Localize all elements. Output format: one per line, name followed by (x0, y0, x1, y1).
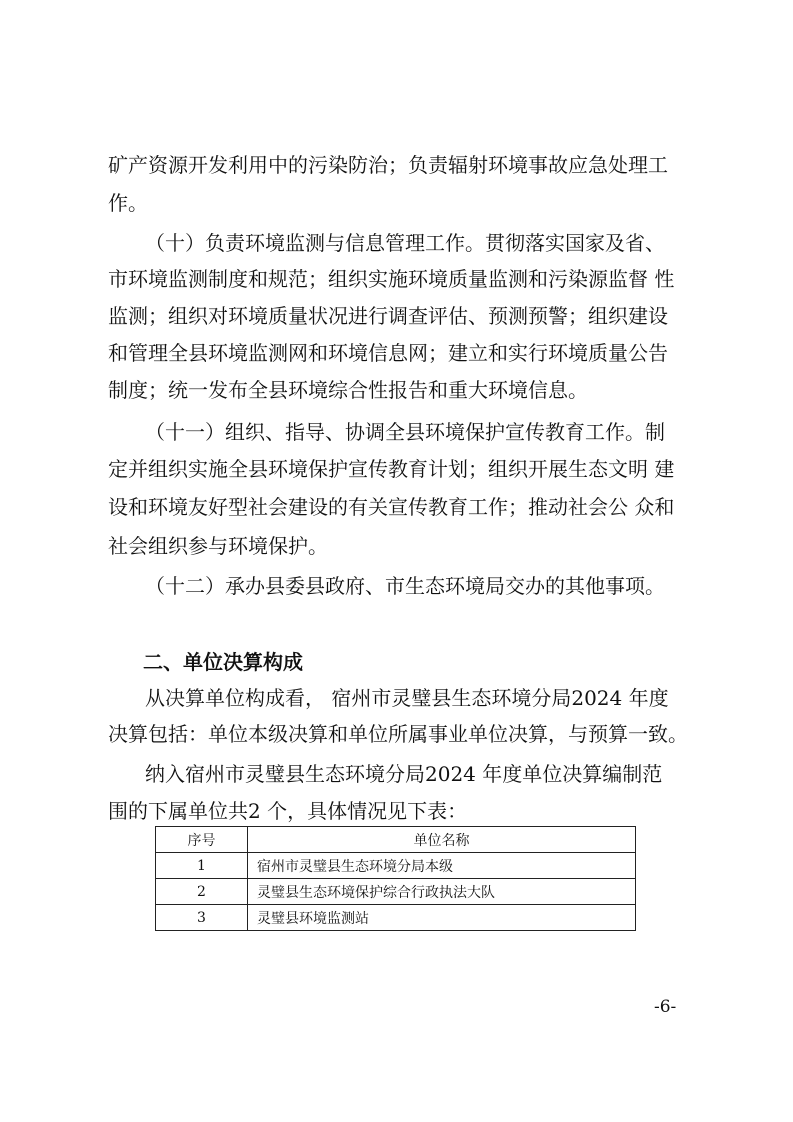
text-line: 围的下属单位共2 个，具体情况见下表： (108, 799, 468, 823)
row-unit-name: 灵璧县生态环境保护综合行政执法大队 (248, 879, 636, 905)
section-heading: 二、单位决算构成 (143, 650, 303, 674)
text-line: 从决算单位构成看， 宿州市灵璧县生态环境分局2024 年度 (145, 686, 669, 710)
table-row (156, 853, 636, 879)
text-line: 市环境监测制度和规范；组织实施环境质量监测和污染源监督 性 (108, 267, 675, 291)
text-line: 决算包括：单位本级决算和单位所属事业单位决算，与预算一致。 (108, 722, 688, 746)
row-index: 1 (156, 853, 248, 879)
row-index: 2 (156, 879, 248, 905)
text-line: 设和环境友好型社会建设的有关宣传教育工作；推动社会公 众和 (108, 495, 675, 519)
text-line: （十二）承办县委县政府、市生态环境局交办的其他事项。 (145, 574, 665, 598)
page-number: -6- (654, 997, 677, 1017)
table-row (156, 879, 636, 905)
text-line: （十）负责环境监测与信息管理工作。贯彻落实国家及省、 (145, 231, 665, 255)
text-line: 监测；组织对环境质量状况进行调查评估、预测预警；组织建设 (108, 304, 668, 328)
text-line: 和管理全县环境监测网和环境信息网；建立和实行环境质量公告 (108, 341, 668, 365)
text-line: （十一）组织、指导、协调全县环境保护宣传教育工作。制 (145, 420, 665, 444)
text-line: 矿产资源开发利用中的污染防治；负责辐射环境事故应急处理工 (108, 153, 668, 177)
text-line: 作。 (108, 191, 148, 215)
units-table (155, 826, 636, 931)
column-header-index: 序号 (156, 827, 248, 853)
text-line: 社会组织参与环境保护。 (108, 534, 328, 558)
table-row (156, 905, 636, 931)
column-header-unit-name: 单位名称 (248, 827, 636, 853)
text-line: 纳入宿州市灵璧县生态环境分局2024 年度单位决算编制范 (145, 762, 663, 786)
row-unit-name: 宿州市灵璧县生态环境分局本级 (248, 853, 636, 879)
text-line: 制度；统一发布全县环境综合性报告和重大环境信息。 (108, 378, 588, 402)
row-unit-name: 灵璧县环境监测站 (248, 905, 636, 931)
table-header-row (156, 827, 636, 853)
text-line: 定并组织实施全县环境保护宣传教育计划；组织开展生态文明 建 (108, 457, 675, 481)
row-index: 3 (156, 905, 248, 931)
